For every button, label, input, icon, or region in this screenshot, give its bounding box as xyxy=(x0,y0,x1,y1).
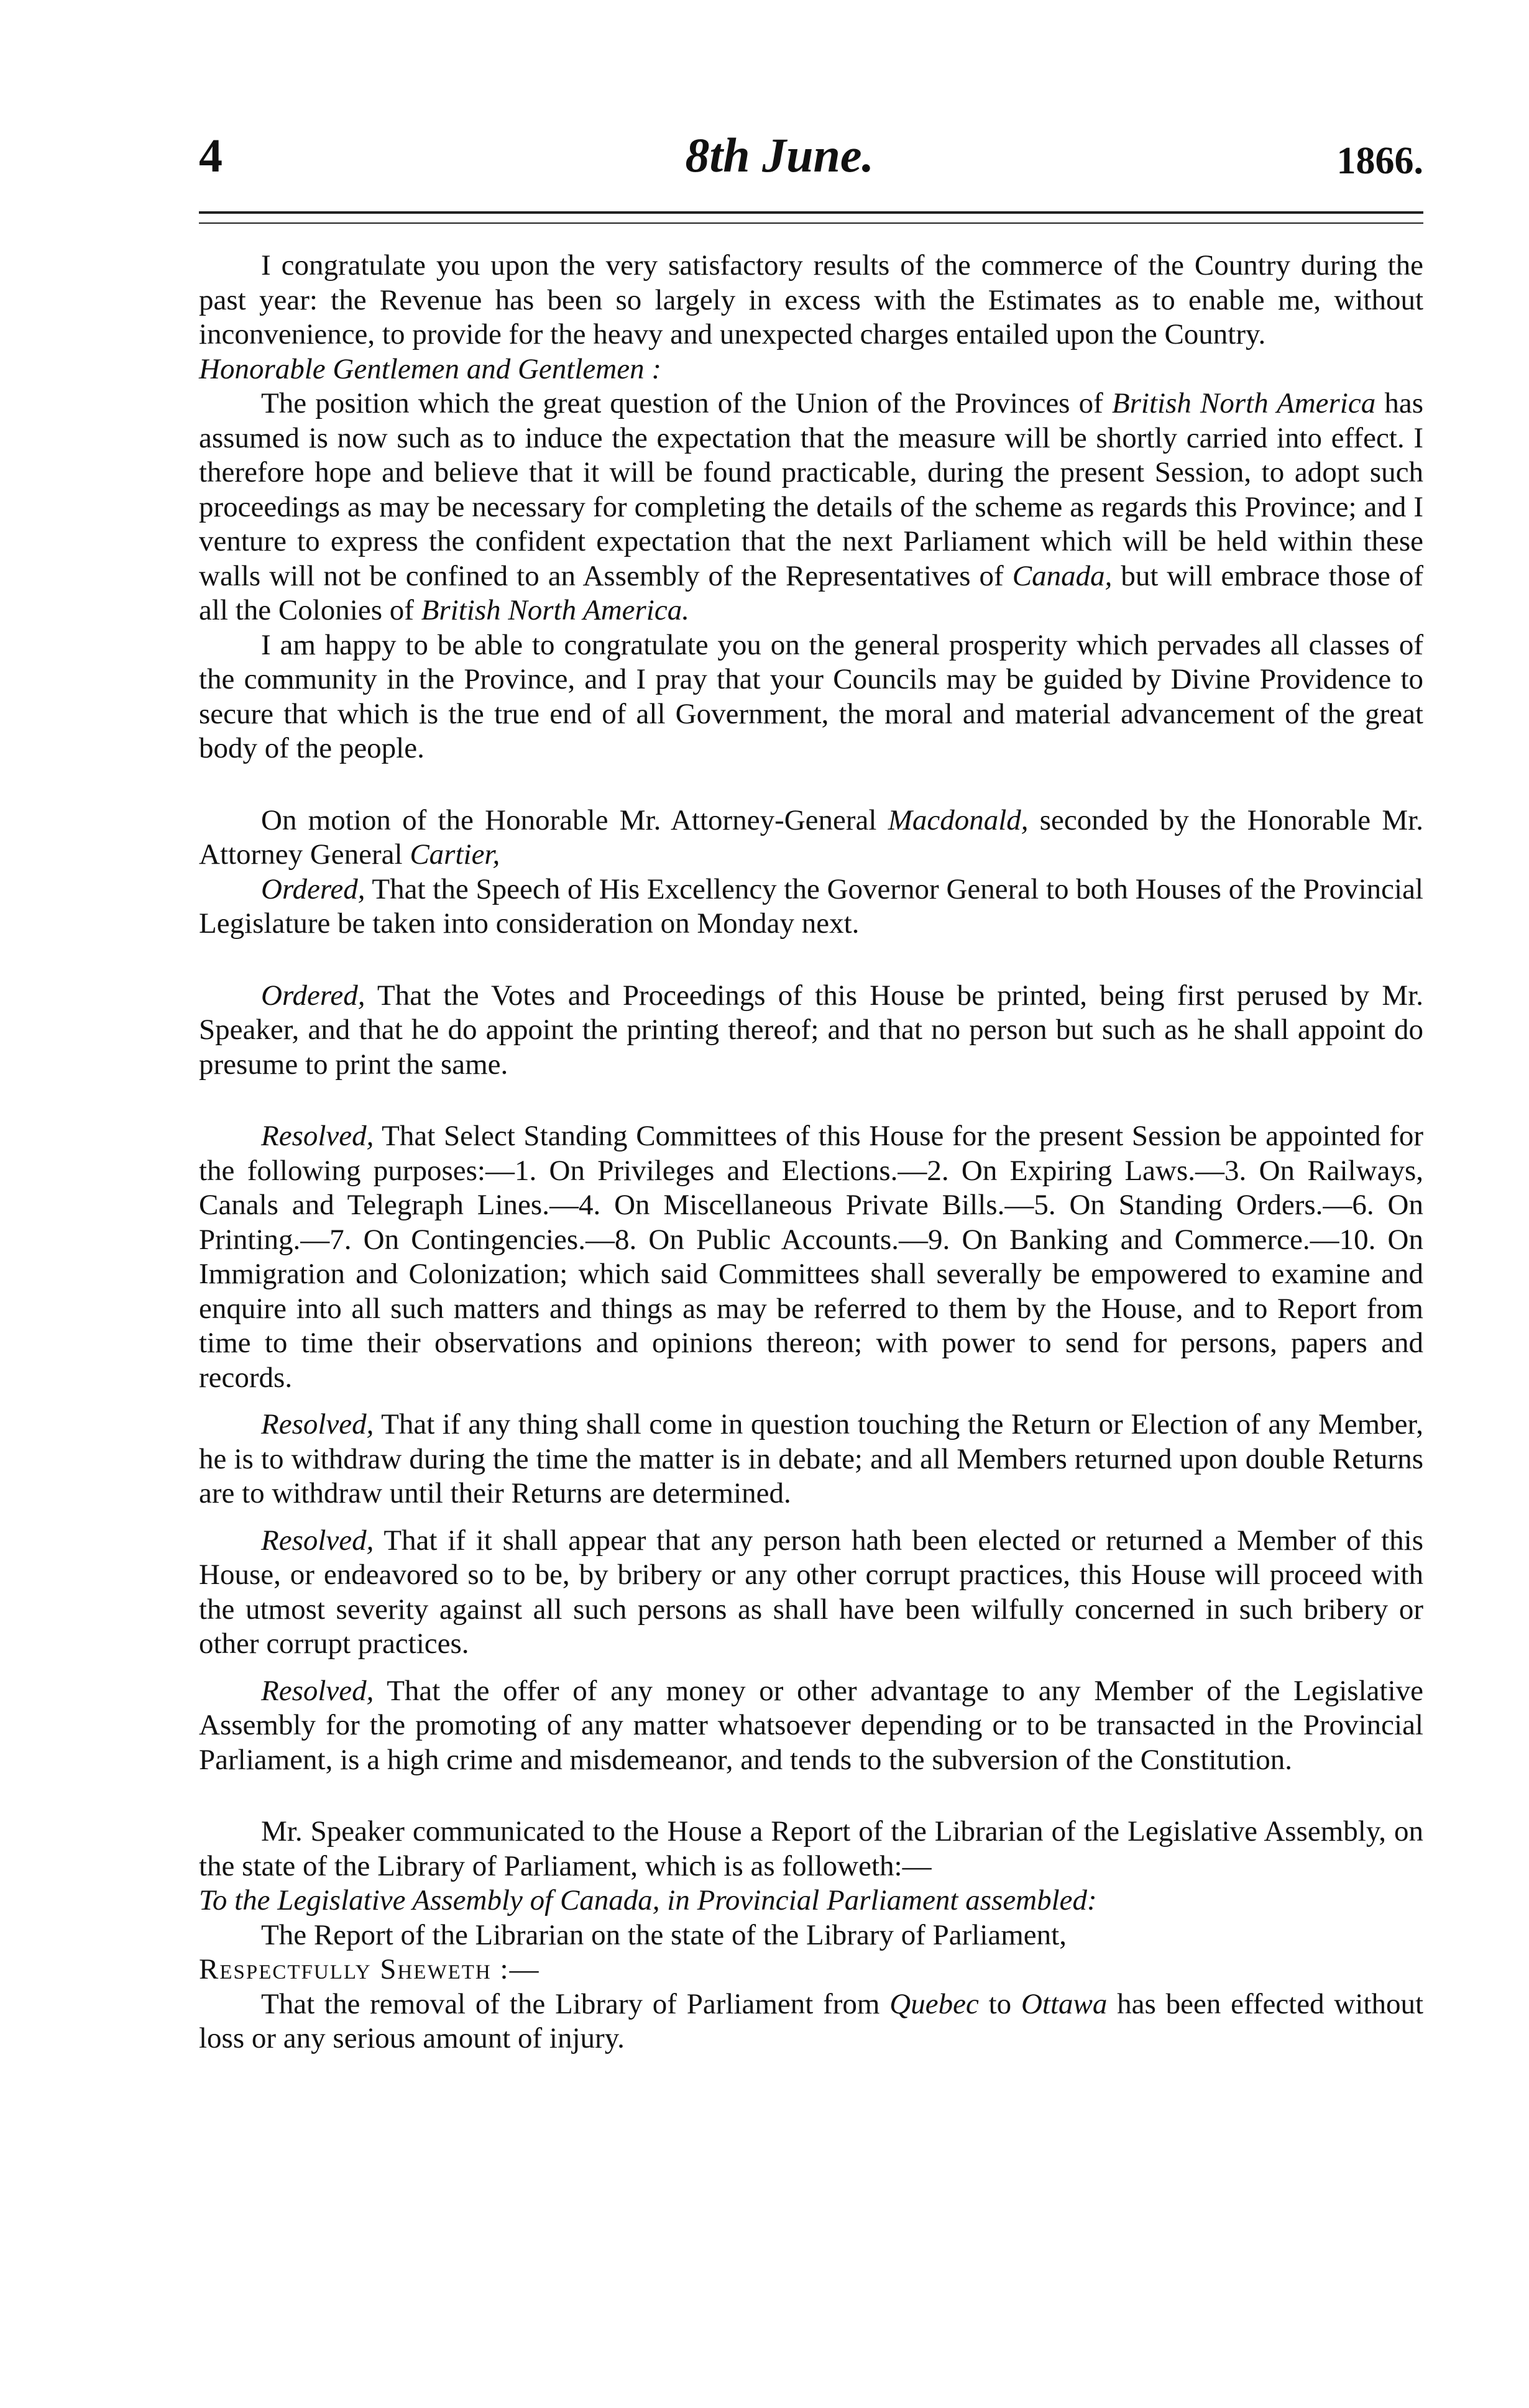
paragraph-ordered-votes: Ordered, That the Votes and Proceedings of this House be printed, being first perused by Mr. Speaker, and that he do appoint the printing thereof; and that no person but such as he shall appoint do presume to print the same. xyxy=(199,979,1423,1081)
paragraph-ordered-speech: Ordered, That the Speech of His Excellency the Governor General to both Houses of the Provincial Legislature be taken into consideration on Monday next. xyxy=(199,872,1423,940)
paragraph-prosperity: I am happy to be able to congratulate you on the general prosperity which pervades all classes of the community in the Province, and I pray that your Councils may be guided by Divine Providence to secure that which is the true end of all Government, the moral and material advancement of the great body of the people. xyxy=(199,628,1423,764)
paragraph-resolved-election: Resolved, That if any thing shall come in question touching the Return or Election of any Member, he is to withdraw during the time the matter is in debate; and all Members returned upon double Returns are to withdraw until their Returns are determined. xyxy=(199,1408,1423,1509)
report-title: The Report of the Librarian on the state of the Library of Parliament, xyxy=(261,1918,1067,1951)
respectfully-sheweth: Respectfully Sheweth :— xyxy=(199,1953,540,1985)
running-date-title: 8th June. xyxy=(685,128,874,182)
address-legislative-assembly: To the Legislative Assembly of Canada, in Provincial Parliament assembled: xyxy=(199,1884,1097,1916)
header-year: 1866. xyxy=(1336,140,1423,182)
paragraph-commerce: I congratulate you upon the very satisfactory results of the commerce of the Country during the past year: the Revenue has been so largely in excess with the Estimates as to enable me, without inconvenience, to provide for the heavy and unexpected charges entailed upon the Country. xyxy=(199,249,1423,350)
paragraph-library-removal: That the removal of the Library of Parliament from Quebec to Ottawa has been effected without loss or any serious amount of injury. xyxy=(199,1987,1424,2054)
paragraph-union: The position which the great question of the Union of the Provinces of British North America has assumed is now such as to induce the expectation that the measure will be shortly carried into effect. I therefore hope and believe that it will be found practicable, during the present Session, to adopt such proceedings as may be necessary for completing the details of the scheme as regards this Province; and I venture to express the confident expectation that the next Parliament which will be held within these walls will not be confined to an Assembly of the Representatives of Canada, but will embrace those of all the Colonies of British North America. xyxy=(199,387,1424,626)
paragraph-speaker-report: Mr. Speaker communicated to the House a Report of the Librarian of the Legislative Assembly, on the state of the Library of Parliament, which is as followeth:— xyxy=(199,1815,1423,1882)
page-number: 4 xyxy=(199,130,223,182)
page-header xyxy=(199,115,1423,183)
paragraph-resolved-offer: Resolved, That the offer of any money or other advantage to any Member of the Legislative Assembly for the promoting of any matter whatsoever depending or to be transacted in the Provincial Parliament, is a high crime and misdemeanor, and tends to the subversion of the Constitution. xyxy=(199,1674,1423,1776)
address-gentlemen: Honorable Gentlemen and Gentlemen : xyxy=(199,352,661,385)
header-rule xyxy=(199,211,1423,224)
document-body xyxy=(199,249,1423,2056)
paragraph-resolved-committees: Resolved, That Select Standing Committees of this House for the present Session be appointed for the following purposes:—1. On Privileges and Elections.—2. On Expiring Laws.—3. On Railways, Canals and Telegraph Lines.—4. On Miscellaneous Private Bills.—5. On Standing Orders.—6. On Printing.—7. On Contingencies.—8. On Public Accounts.—9. On Banking and Commerce.—10. On Immigration and Colonization; which said Committees shall severally be empowered to examine and enquire into all such matters and things as may be referred to them by the House, and to Report from time to time their observations and opinions thereon; with power to send for persons, papers and records. xyxy=(199,1120,1423,1394)
paragraph-motion: On motion of the Honorable Mr. Attorney-General Macdonald, seconded by the Honorable Mr. Attorney General Cartier, xyxy=(199,803,1423,871)
paragraph-resolved-bribery: Resolved, That if it shall appear that any person hath been elected or returned a Member of this House, or endeavored so to be, by bribery or any other corrupt practices, this House will proceed with the utmost severity against all such persons as shall have been wilfully concerned in such bribery or other corrupt practices. xyxy=(199,1524,1423,1660)
